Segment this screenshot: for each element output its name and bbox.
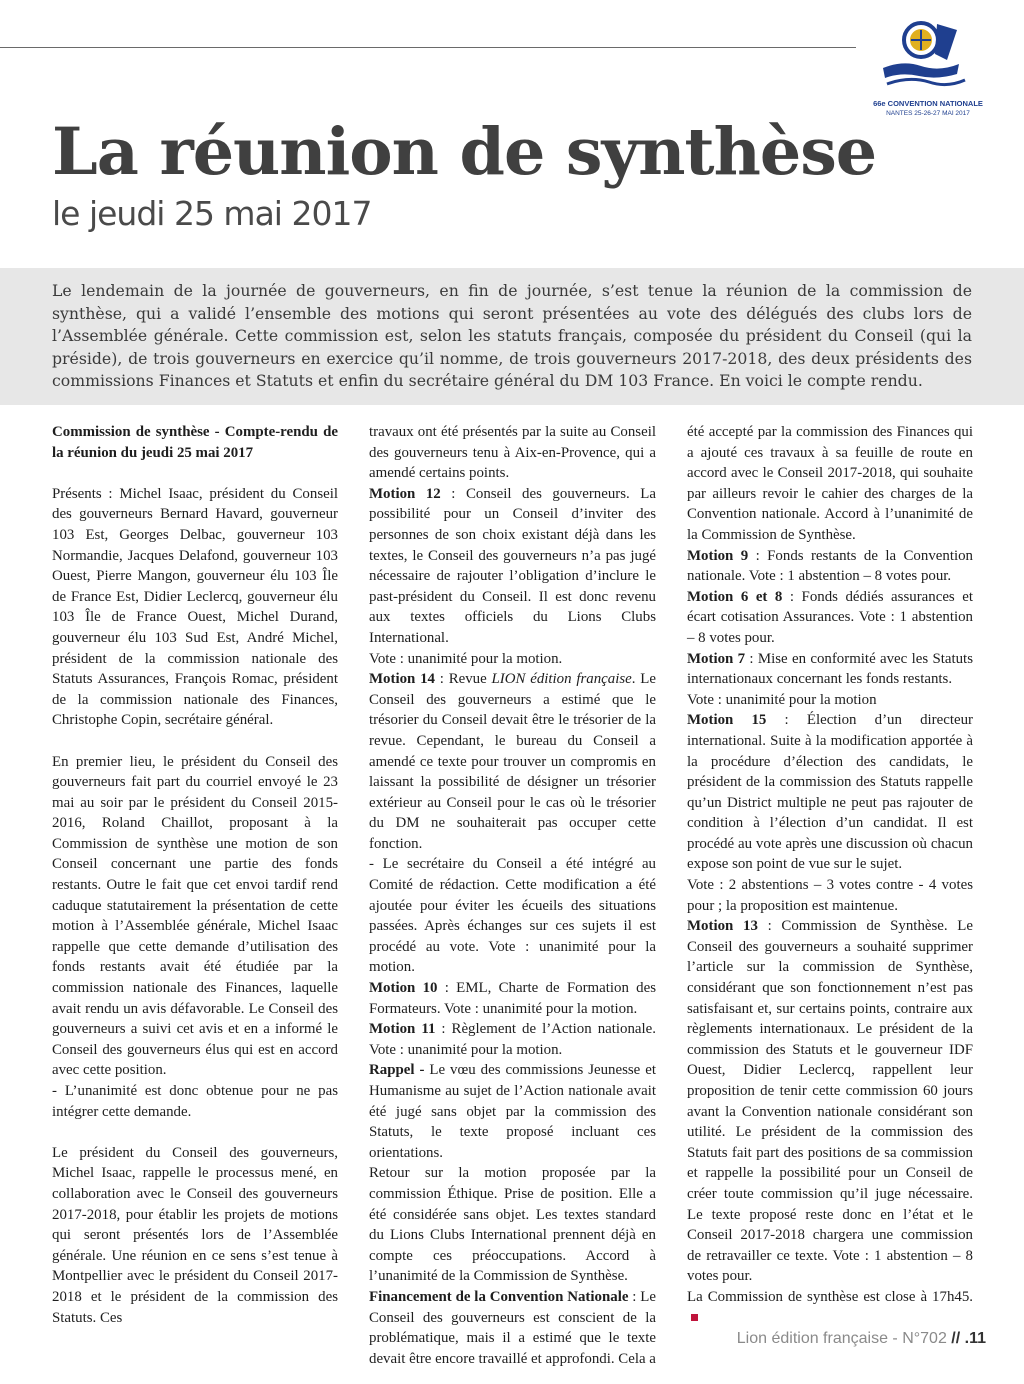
paragraph: - Le secrétaire du Conseil a été intégré au Comité de rédaction. Cette modification a été ajoutée pour éviter les écueils des situations passées. Après échanges sur ces sujets il est procédé au vote. Vote : unanimité pour la motion.	[369, 856, 656, 976]
column-1	[52, 422, 338, 1328]
column-3	[687, 422, 973, 1328]
motion-14: Motion 14 : Revue LION édition française. Le Conseil des gouverneurs a estimé que le trésorier du Conseil devait être le trésorier de la revue. Cependant, le bureau du Conseil a amendé ce texte pour trouver un compromis en laissant la possibilité de désigner un trésorier extérieur au Conseil pour le cas où le trésorier du DM ne souhaiterait pas occuper cette fonction.	[369, 671, 656, 852]
motion-7: Motion 7 : Mise en conformité avec les Statuts internationaux concernant les fonds restants.	[687, 650, 973, 688]
intro-paragraph: Le lendemain de la journée de gouverneurs, en fin de journée, s’est tenue la réunion de la commission de synthèse, qui a validé l’ensemble des motions qui seront présentées au vote des délégués des clubs lors de l’Assemblée générale. Cette commission est, selon les statuts français, composée du président du Conseil (qui la préside), de trois gouverneurs en exercice qu’il nomme, de trois gouverneurs 2017-2018, des deux présidents des commissions Finances et Statuts et enfin du secrétaire général du DM 103 France. En voici le compte rendu.	[52, 281, 972, 390]
vote-line: Vote : unanimité pour la motion.	[369, 650, 563, 667]
paragraph: Retour sur la motion proposée par la commission Éthique. Prise de position. Elle a été considérée sans objet. Les textes standard du Lions Clubs International prennent déjà en compte ces préoccupations. Accord à l’unanimité de la Commission de Synthèse.	[369, 1165, 656, 1285]
motion-6-8: Motion 6 et 8 : Fonds dédiés assurances et écart cotisation Assurances. Vote : 1 abstention – 8 votes pour.	[687, 588, 973, 646]
paragraph: Le président du Conseil des gouverneurs, Michel Isaac, rappelle le processus mené, en collaboration avec le Conseil des gouverneurs 2017-2018, pour établir les projets de motions qui seront présentés lors de l’Assemblée générale. Une réunion en ce sens s’est tenue à Montpellier avec le président du Conseil 2017-2018 et le président de la commission des Statuts. Ces	[52, 1144, 338, 1326]
svg-text:NANTES 25-26-27 MAI 2017: NANTES 25-26-27 MAI 2017	[886, 110, 970, 117]
svg-text:66e CONVENTION NATIONALE: 66e CONVENTION NATIONALE	[873, 99, 983, 108]
page-subtitle: le jeudi 25 mai 2017	[52, 194, 372, 233]
motion-11: Motion 11 : Règlement de l’Action nationale. Vote : unanimité pour la motion.	[369, 1021, 656, 1058]
motion-9: Motion 9 : Fonds restants de la Convention nationale. Vote : 1 abstention – 8 votes pour.	[687, 547, 973, 585]
publication-name: Lion édition française - N°702	[736, 1330, 947, 1347]
report-heading: Commission de synthèse - Compte-rendu de la réunion du jeudi 25 mai 2017	[52, 424, 338, 461]
rappel-paragraph: Rappel - Le vœu des commissions Jeunesse et Humanisme au sujet de l’Action nationale avait été jugé sans objet par la commission des Statuts, le texte proposé incluant ces orientations.	[369, 1062, 656, 1161]
paragraph: En premier lieu, le président du Conseil des gouverneurs fait part du courriel envoyé le 23 mai au soir par le président du Conseil 2015-2016, Roland Chaillot, proposant à la Commission de synthèse une motion de son Conseil concernant une partie des fonds restants. Outre le fait que cet envoi tardif rend caduque statutairement la présentation de cette motion à l’Assemblée générale, Michel Isaac rappelle que cette demande d’utilisation des fonds restants avait été étudiée par la commission nationale des Finances, laquelle avait rendu un avis défavorable. Le Conseil des gouverneurs a suivi cet avis et en a informé le Conseil des gouverneurs élus qui est en accord avec cette position.	[52, 753, 338, 1079]
paragraph: été accepté par la commission des Finances qui a ajouté ces travaux à sa feuille de route en accord avec le Conseil 2017-2018, qui souhaite par ailleurs revoir le cahier des charges de la Convention nationale. Accord à l’unanimité de la Commission de Synthèse.	[687, 424, 973, 543]
lions-ship-icon	[873, 10, 983, 120]
motion-13: Motion 13 : Commission de Synthèse. Le Conseil des gouverneurs a souhaité supprimer l’article sur la commission de Synthèse, considérant que son fonctionnement n’est pas satisfaisant et, sur certains points, contraire aux règlements internationaux. Le président de la commission des Statuts et le gouverneur IDF Ouest, Didier Leclercq, rappellent leur proposition de tenir cette commission 60 jours avant la Convention nationale considérant son utilité. Le président de la commission des Statuts fait part des positions de sa commission et rappelle la possibilité pour un Conseil de créer toute commission qu’il juge nécessaire. Le texte proposé reste donc en l’état et le Conseil 2017-2018 chargera une commission de retravailler ce texte. Vote : 1 abstention – 8 votes pour.	[687, 918, 974, 1285]
paragraph: - L’unanimité est donc obtenue pour ne pas intégrer cette demande.	[52, 1083, 338, 1120]
motion-15: Motion 15 : Élection d’un directeur international. Suite à la modification apportée à la procédure d’élection des candidats, le président de la commission des Statuts rappelle qu’un District multiple ne peut pas rajouter de condition à l’élection d’un candidat. Il est procédé au vote après une discussion où chacun expose son point de vue sur le sujet.	[687, 712, 974, 873]
top-rule	[0, 47, 856, 48]
motion-12: Motion 12 : Conseil des gouverneurs. La possibilité pour un Conseil d’inviter des personnes de son choix existant déjà dans les textes, le Conseil des gouverneurs n’a pas jugé nécessaire de rajouter l’obligation d’inclure le past-président du Conseil. Il est donc revenu aux textes officiels du Lions Clubs International.	[369, 485, 656, 646]
column-2	[369, 422, 656, 1369]
page-title: La réunion de synthèse	[52, 114, 877, 190]
closing-line: La Commission de synthèse est close à 17h45.	[687, 1287, 973, 1328]
attendees-paragraph: Présents : Michel Isaac, président du Conseil des gouverneurs Bernard Havard, gouverneur 103 Est, Georges Delbac, gouverneur 103 Normandie, Jacques Delafond, gouverneur 103 Ouest, Pierre Mangon, gouverneur élu 103 Île de France Est, Didier Leclercq, gouverneur élu 103 Île de France Ouest, Michel Durand, gouverneur élu 103 Sud Est, André Michel, président de la commission nationale des Statuts Assurances, François Romac, président de la commission nationale des Finances, Christophe Copin, secrétaire général.	[52, 485, 338, 729]
motion-10: Motion 10 : EML, Charte de Formation des Formateurs. Vote : unanimité pour la motion.	[369, 980, 657, 1017]
page-number: .11	[964, 1330, 986, 1347]
vote-line: Vote : 2 abstentions – 3 votes contre - 4 votes pour ; la proposition est maintenue.	[687, 877, 973, 914]
end-mark-icon	[691, 1314, 698, 1321]
footer-separator: //	[951, 1330, 961, 1347]
vote-line: Vote : unanimité pour la motion	[687, 691, 877, 708]
page-footer	[737, 1330, 986, 1348]
financement-paragraph: Financement de la Convention Nationale : Le Conseil des gouverneurs est conscient de la problématique, mais il a estimé que le texte devait être encore travaillé et approfondi. Cela a	[369, 1288, 656, 1367]
convention-logo	[873, 10, 983, 120]
paragraph: travaux ont été présentés par la suite au Conseil des gouverneurs tenu à Aix-en-Provence, qui a amendé certains points.	[369, 424, 656, 482]
